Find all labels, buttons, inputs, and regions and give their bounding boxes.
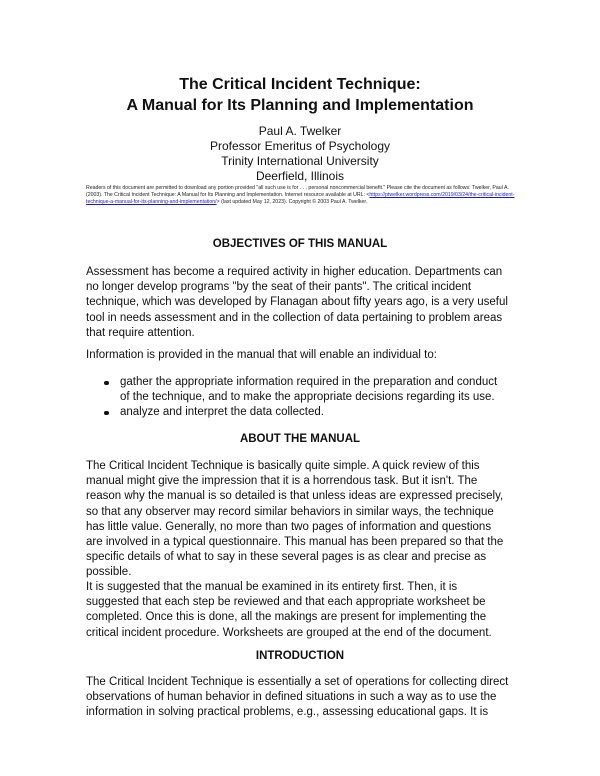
objectives-paragraph-1 xyxy=(86,265,522,341)
author-position: Professor Emeritus of Psychology xyxy=(209,139,391,153)
title-line-1: The Critical Incident Technique: xyxy=(179,76,421,93)
text-line: information in solving practical problems, e.g., assessing educational gaps. It is xyxy=(86,706,489,719)
objectives-bullet-list xyxy=(104,375,524,421)
text-line: The Critical Incident Technique is basically quite simple. A quick review of this xyxy=(86,460,480,472)
title-line-2: A Manual for Its Planning and Implementation xyxy=(126,97,474,114)
text-line: Information is provided in the manual that will enable an individual to: xyxy=(86,349,437,361)
text-line: analyze and interpret the data collected. xyxy=(120,406,324,419)
author-name: Paul A. Twelker xyxy=(258,124,342,138)
text-line: no longer develop programs "by the seat of their pants". The critical incident xyxy=(86,281,472,294)
text-line: Assessment has become a required activity in higher education. Departments can xyxy=(86,266,503,278)
text-line: observations of human behavior in defined situations in such a way as to use the xyxy=(86,691,497,704)
text-line: specific details of what to say in these several pages is as clear and precise as xyxy=(86,551,487,564)
resource-link[interactable]: https://ptwelker.wordpress.com/2019/03/24/the-critical-incident-technique-a-manual-for-its-planning-and-implementation/ xyxy=(86,192,515,206)
text-line: has little value. Generally, no more than two pages of information and questions xyxy=(86,520,492,533)
text-line: reason why the manual is so detailed is that unless ideas are expressed precisely, xyxy=(86,490,504,503)
notice-suffix: > (last updated May 12, 2023). Copyright © 2003 Paul A. Twelker. xyxy=(216,199,368,206)
objectives-paragraph-2 xyxy=(86,348,522,363)
about-paragraph-2 xyxy=(86,580,522,641)
text-line: are involved in a typical questionnaire. This manual has been prepared so that the xyxy=(86,536,504,549)
text-line: critical incident procedure. Worksheets are grouped at the end of the document. xyxy=(86,626,492,639)
text-line: The Critical Incident Technique is essentially a set of operations for collecting direct xyxy=(86,676,509,688)
author-location: Deerfield, Illinois xyxy=(255,169,345,183)
heading-about: ABOUT THE MANUAL xyxy=(239,433,361,445)
author-block xyxy=(0,124,600,184)
notice-text: Readers of this document are permitted to download any portion provided "all such use is for . . . personal noncommercial benefit." Please cite the document as follows: Twelker, Paul A. (2003). The Critical Incident Technique: A Manual for Its Planning and Implementation. Internet resource available at URL: < xyxy=(86,185,509,199)
text-line: suggested that each step be reviewed and that each appropriate worksheet be xyxy=(86,596,486,609)
heading-introduction: INTRODUCTION xyxy=(255,650,345,662)
text-line: of the technique, and to make the appropriate decisions regarding its use. xyxy=(120,391,495,404)
text-line: possible. xyxy=(86,566,132,579)
list-item xyxy=(104,405,524,420)
heading-objectives: OBJECTIVES OF THIS MANUAL xyxy=(212,238,388,250)
bullet-icon xyxy=(104,411,109,416)
text-line: technique, which was developed by Flanagan about fifty years ago, is a very useful xyxy=(86,296,508,309)
text-line: tool in needs assessment and in the collection of data pertaining to problem areas xyxy=(86,311,503,324)
text-line: gather the appropriate information required in the preparation and conduct xyxy=(120,376,498,388)
bullet-icon xyxy=(104,381,109,386)
about-paragraph-1 xyxy=(86,459,522,581)
citation-notice xyxy=(86,185,516,207)
author-institution: Trinity International University xyxy=(221,154,379,168)
list-item xyxy=(104,375,524,405)
text-line: It is suggested that the manual be examined in its entirety first. Then, it is xyxy=(86,581,458,593)
document-title xyxy=(0,74,600,116)
text-line: so that any observer may record similar behaviors in similar ways, the technique xyxy=(86,505,494,518)
introduction-paragraph-1 xyxy=(86,675,522,721)
text-line: completed. Once this is done, all the makings are present for implementing the xyxy=(86,611,487,624)
text-line: manual might give the impression that it is a horrendous task. But it isn't. The xyxy=(86,475,478,488)
text-line: that require attention. xyxy=(86,326,195,339)
